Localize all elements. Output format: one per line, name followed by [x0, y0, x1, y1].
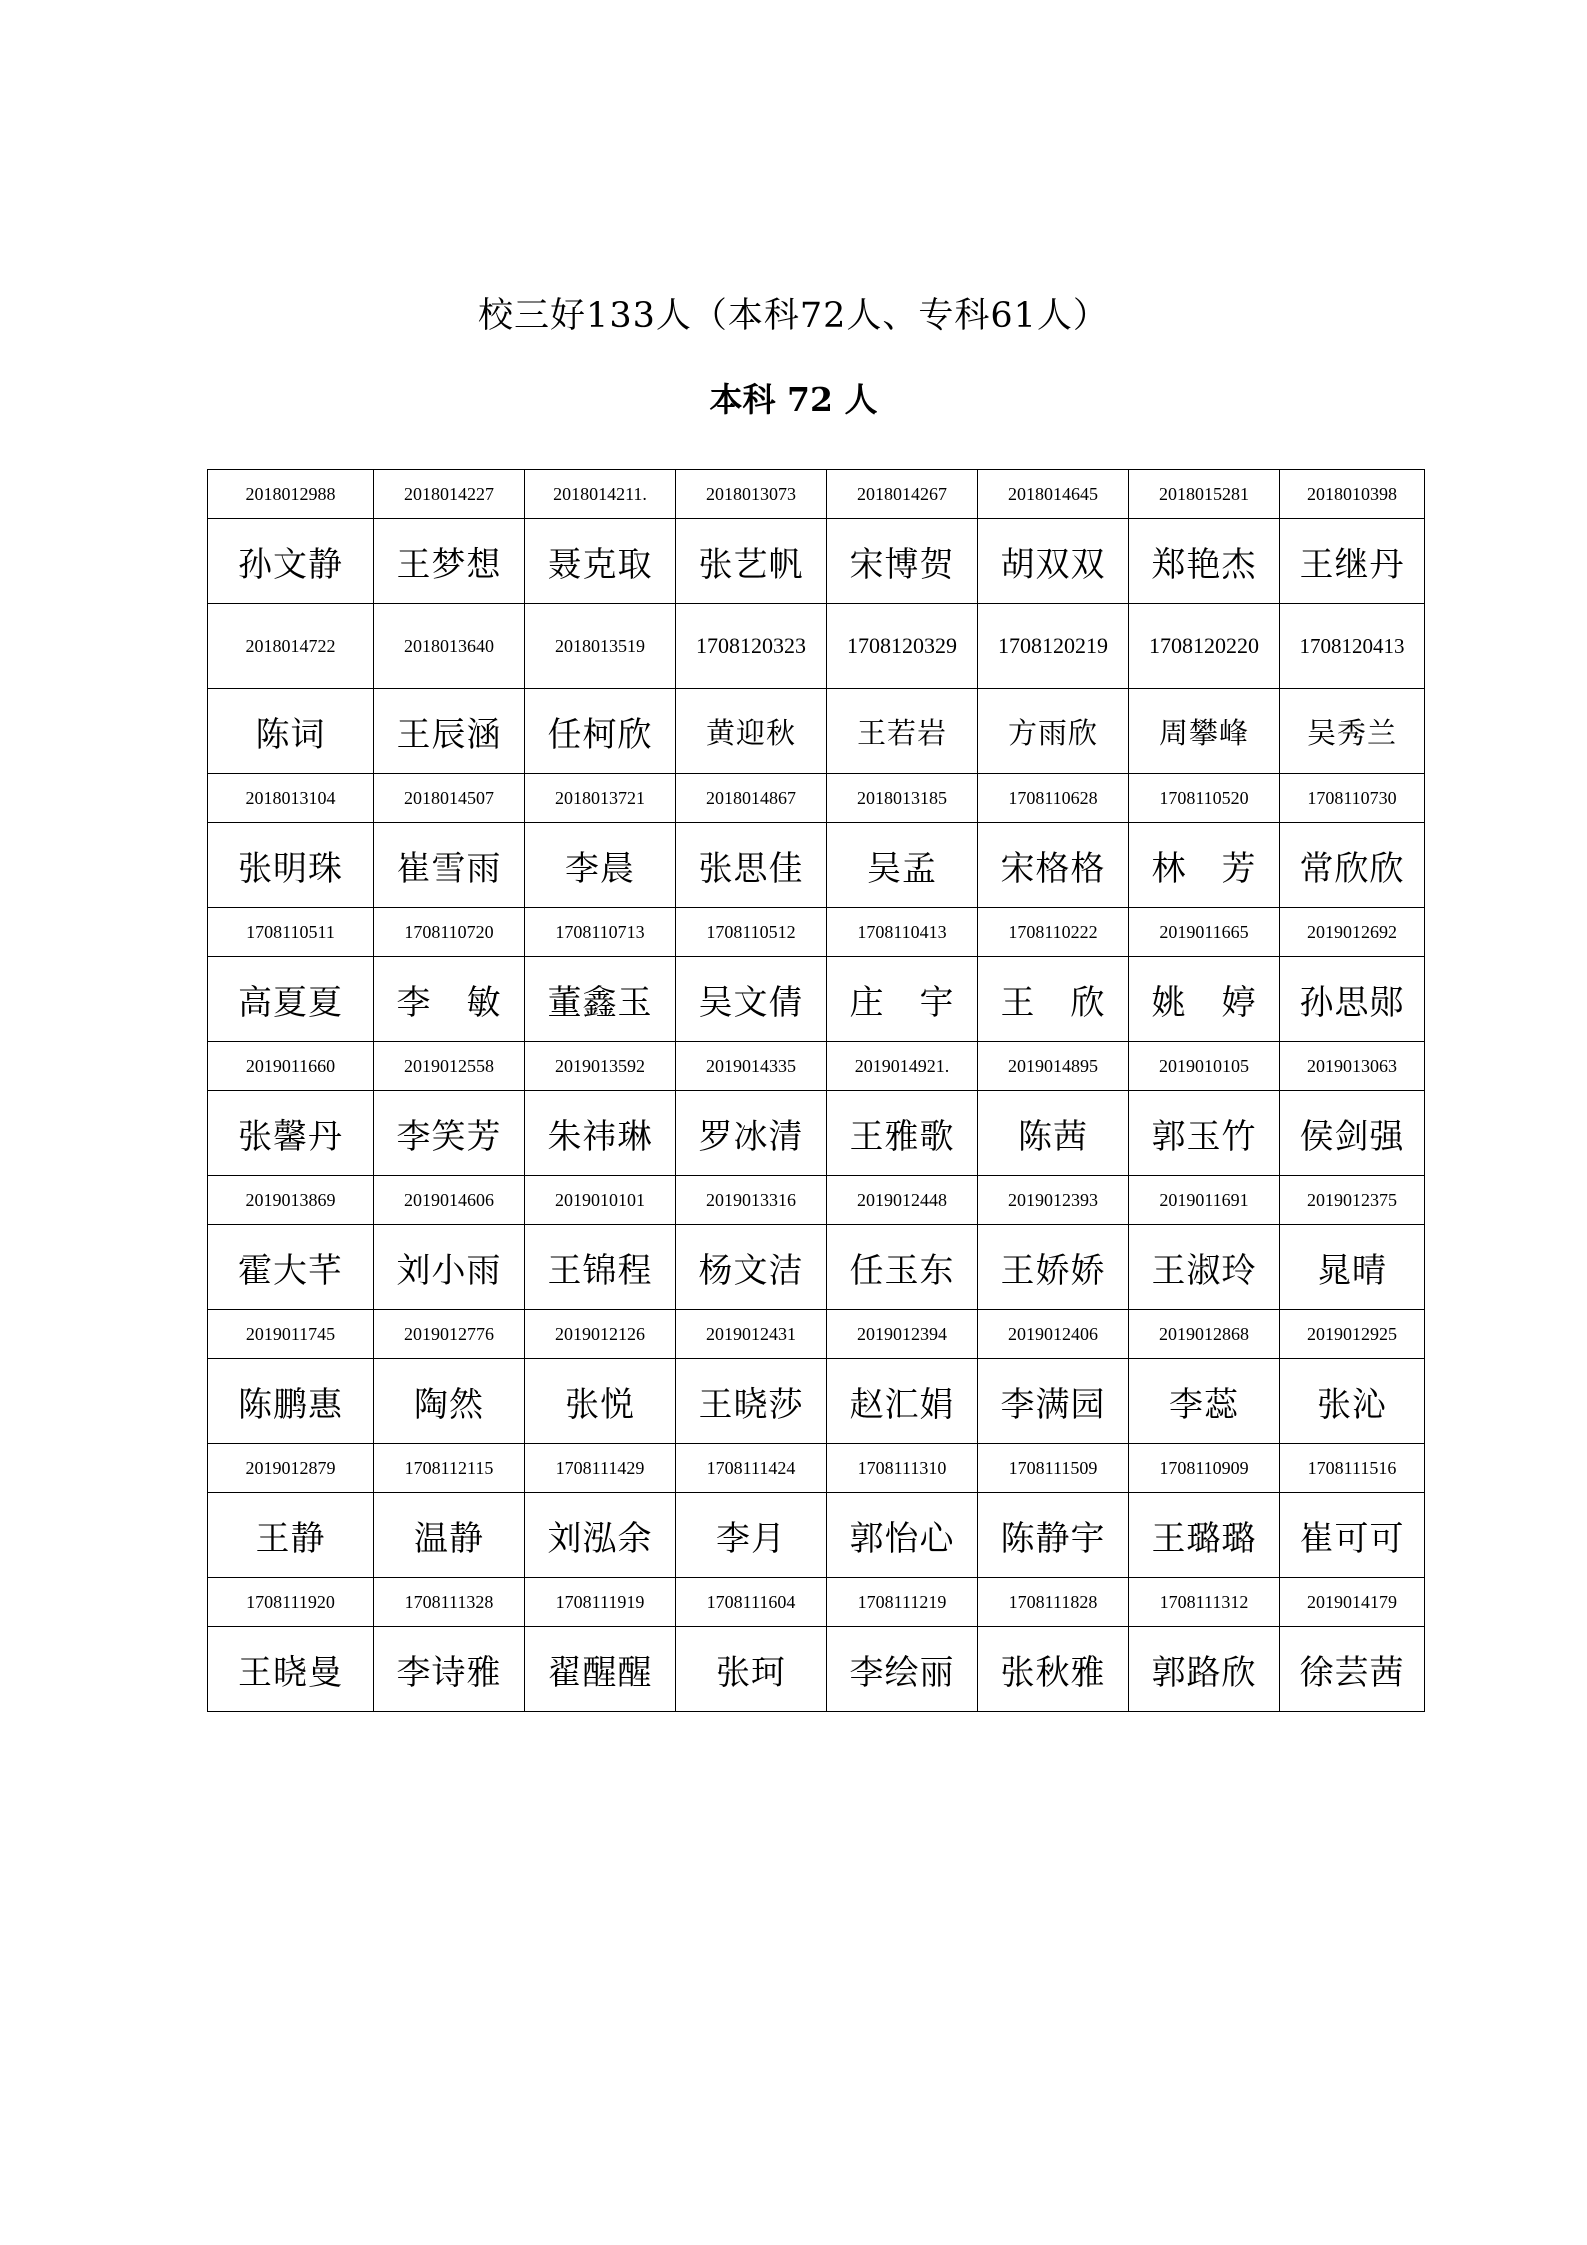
student-id-cell: 2018013519	[525, 604, 676, 689]
student-id-cell: 2019013592	[525, 1042, 676, 1091]
student-id-cell: 1708111516	[1280, 1444, 1425, 1493]
student-name-cell: 高夏夏	[208, 957, 374, 1042]
student-id-cell: 2018014267	[827, 470, 978, 519]
student-id-cell: 2018013104	[208, 774, 374, 823]
student-name-cell: 张珂	[676, 1627, 827, 1712]
student-name-cell: 崔可可	[1280, 1493, 1425, 1578]
student-name-cell: 吴秀兰	[1280, 689, 1425, 774]
student-id-cell: 1708111828	[978, 1578, 1129, 1627]
student-name-cell: 宋格格	[978, 823, 1129, 908]
student-id-cell: 1708110512	[676, 908, 827, 957]
student-id-row	[208, 908, 1425, 957]
student-id-row	[208, 774, 1425, 823]
student-name-row	[208, 519, 1425, 604]
section-subtitle: 本科 72 人	[709, 380, 878, 419]
student-name-cell: 孙文静	[208, 519, 374, 604]
student-name-row	[208, 1627, 1425, 1712]
student-id-row	[208, 1444, 1425, 1493]
student-id-row	[208, 1578, 1425, 1627]
student-id-cell: 2019012925	[1280, 1310, 1425, 1359]
student-id-cell: 2018013185	[827, 774, 978, 823]
student-name-cell: 郑艳杰	[1129, 519, 1280, 604]
student-name-cell: 任柯欣	[525, 689, 676, 774]
student-name-cell: 张沁	[1280, 1359, 1425, 1444]
student-id-cell: 1708111328	[374, 1578, 525, 1627]
student-id-row	[208, 1042, 1425, 1091]
student-name-cell: 王静	[208, 1493, 374, 1578]
student-id-cell: 1708110628	[978, 774, 1129, 823]
student-id-cell: 2018014211.	[525, 470, 676, 519]
student-name-cell: 孙思郧	[1280, 957, 1425, 1042]
student-id-cell: 2019014895	[978, 1042, 1129, 1091]
student-id-cell: 1708120413	[1280, 604, 1425, 689]
student-name-cell: 王淑玲	[1129, 1225, 1280, 1310]
student-name-cell: 黄迎秋	[676, 689, 827, 774]
student-name-cell: 张艺帆	[676, 519, 827, 604]
student-id-cell: 2019012692	[1280, 908, 1425, 957]
student-name-cell: 常欣欣	[1280, 823, 1425, 908]
student-name-cell: 杨文洁	[676, 1225, 827, 1310]
student-name-cell: 陈词	[208, 689, 374, 774]
student-id-cell: 2019011691	[1129, 1176, 1280, 1225]
student-id-cell: 2019012431	[676, 1310, 827, 1359]
student-name-cell: 王晓莎	[676, 1359, 827, 1444]
student-name-cell: 晁晴	[1280, 1225, 1425, 1310]
student-id-cell: 1708120329	[827, 604, 978, 689]
student-id-cell: 2019013063	[1280, 1042, 1425, 1091]
student-id-cell: 2019010105	[1129, 1042, 1280, 1091]
student-id-cell: 2019013316	[676, 1176, 827, 1225]
student-id-cell: 1708110413	[827, 908, 978, 957]
student-name-cell: 李晨	[525, 823, 676, 908]
student-name-cell: 郭路欣	[1129, 1627, 1280, 1712]
student-id-row	[208, 1176, 1425, 1225]
student-id-cell: 2019012868	[1129, 1310, 1280, 1359]
student-name-cell: 张明珠	[208, 823, 374, 908]
student-name-cell: 李蕊	[1129, 1359, 1280, 1444]
student-name-cell: 刘小雨	[374, 1225, 525, 1310]
student-id-cell: 1708110713	[525, 908, 676, 957]
student-name-cell: 李笑芳	[374, 1091, 525, 1176]
student-name-row	[208, 1225, 1425, 1310]
student-name-cell: 王晓曼	[208, 1627, 374, 1712]
student-name-cell: 王璐璐	[1129, 1493, 1280, 1578]
student-name-cell: 李绘丽	[827, 1627, 978, 1712]
student-id-cell: 2019012776	[374, 1310, 525, 1359]
student-id-cell: 1708110511	[208, 908, 374, 957]
student-name-row	[208, 1091, 1425, 1176]
student-id-cell: 2018015281	[1129, 470, 1280, 519]
student-name-cell: 徐芸茜	[1280, 1627, 1425, 1712]
student-id-cell: 2018012988	[208, 470, 374, 519]
student-id-cell: 1708111920	[208, 1578, 374, 1627]
student-name-cell: 王娇娇	[978, 1225, 1129, 1310]
student-name-cell: 罗冰清	[676, 1091, 827, 1176]
student-id-cell: 2019014335	[676, 1042, 827, 1091]
student-id-cell: 2019011660	[208, 1042, 374, 1091]
student-name-cell: 朱祎琳	[525, 1091, 676, 1176]
student-name-cell: 张馨丹	[208, 1091, 374, 1176]
student-id-cell: 2018014867	[676, 774, 827, 823]
student-id-cell: 1708111509	[978, 1444, 1129, 1493]
student-id-cell: 2019012879	[208, 1444, 374, 1493]
student-id-cell: 2019012126	[525, 1310, 676, 1359]
student-id-cell: 1708111429	[525, 1444, 676, 1493]
student-name-cell: 陈鹏惠	[208, 1359, 374, 1444]
student-id-cell: 2019014606	[374, 1176, 525, 1225]
student-name-cell: 董鑫玉	[525, 957, 676, 1042]
student-name-cell: 张思佳	[676, 823, 827, 908]
student-name-cell: 吴孟	[827, 823, 978, 908]
student-id-cell: 1708120220	[1129, 604, 1280, 689]
student-id-cell: 2019012394	[827, 1310, 978, 1359]
student-id-cell: 2019011745	[208, 1310, 374, 1359]
student-id-cell: 2018013721	[525, 774, 676, 823]
student-id-cell: 1708112115	[374, 1444, 525, 1493]
student-name-cell: 林 芳	[1129, 823, 1280, 908]
student-id-cell: 2019012393	[978, 1176, 1129, 1225]
student-name-cell: 李满园	[978, 1359, 1129, 1444]
student-id-cell: 2018014645	[978, 470, 1129, 519]
student-name-cell: 庄 宇	[827, 957, 978, 1042]
student-id-row	[208, 604, 1425, 689]
student-id-cell: 2018014722	[208, 604, 374, 689]
student-id-cell: 2019010101	[525, 1176, 676, 1225]
student-name-cell: 王 欣	[978, 957, 1129, 1042]
student-id-cell: 1708111919	[525, 1578, 676, 1627]
student-id-cell: 2019013869	[208, 1176, 374, 1225]
student-roster-table	[207, 469, 1425, 1712]
student-name-cell: 胡双双	[978, 519, 1129, 604]
student-name-cell: 周攀峰	[1129, 689, 1280, 774]
student-name-cell: 王雅歌	[827, 1091, 978, 1176]
student-id-cell: 2019014179	[1280, 1578, 1425, 1627]
student-id-cell: 1708111310	[827, 1444, 978, 1493]
student-id-row	[208, 1310, 1425, 1359]
student-id-cell: 1708111424	[676, 1444, 827, 1493]
student-name-row	[208, 957, 1425, 1042]
student-id-cell: 2019011665	[1129, 908, 1280, 957]
student-name-cell: 王继丹	[1280, 519, 1425, 604]
student-name-row	[208, 1493, 1425, 1578]
student-id-cell: 1708110222	[978, 908, 1129, 957]
student-id-cell: 2018010398	[1280, 470, 1425, 519]
student-id-cell: 1708110720	[374, 908, 525, 957]
student-name-cell: 方雨欣	[978, 689, 1129, 774]
student-name-row	[208, 689, 1425, 774]
roster-body	[208, 470, 1425, 1712]
page-title: 校三好133人（本科72人、专科61人）	[478, 296, 1109, 336]
student-name-cell: 霍大芊	[208, 1225, 374, 1310]
student-name-cell: 王梦想	[374, 519, 525, 604]
student-name-cell: 陈茜	[978, 1091, 1129, 1176]
student-id-cell: 2019012558	[374, 1042, 525, 1091]
student-name-cell: 赵汇娟	[827, 1359, 978, 1444]
student-name-cell: 陈静宇	[978, 1493, 1129, 1578]
student-name-cell: 翟醒醒	[525, 1627, 676, 1712]
student-name-cell: 郭怡心	[827, 1493, 978, 1578]
student-id-cell: 1708111604	[676, 1578, 827, 1627]
student-id-cell: 1708110909	[1129, 1444, 1280, 1493]
student-id-cell: 1708111312	[1129, 1578, 1280, 1627]
student-id-cell: 2018014507	[374, 774, 525, 823]
student-id-cell: 2019012448	[827, 1176, 978, 1225]
student-name-cell: 郭玉竹	[1129, 1091, 1280, 1176]
student-name-cell: 崔雪雨	[374, 823, 525, 908]
student-name-cell: 陶然	[374, 1359, 525, 1444]
student-name-cell: 王若岩	[827, 689, 978, 774]
student-id-cell: 2018013073	[676, 470, 827, 519]
student-id-row	[208, 470, 1425, 519]
student-name-cell: 李月	[676, 1493, 827, 1578]
student-id-cell: 1708110730	[1280, 774, 1425, 823]
student-id-cell: 2019012406	[978, 1310, 1129, 1359]
student-name-cell: 王辰涵	[374, 689, 525, 774]
student-id-cell: 2019014921.	[827, 1042, 978, 1091]
student-id-cell: 2018013640	[374, 604, 525, 689]
student-name-cell: 刘泓余	[525, 1493, 676, 1578]
student-name-cell: 吴文倩	[676, 957, 827, 1042]
student-id-cell: 1708111219	[827, 1578, 978, 1627]
student-name-cell: 宋博贺	[827, 519, 978, 604]
student-id-cell: 1708120219	[978, 604, 1129, 689]
student-name-cell: 李诗雅	[374, 1627, 525, 1712]
student-name-row	[208, 1359, 1425, 1444]
student-name-cell: 王锦程	[525, 1225, 676, 1310]
student-id-cell: 2019012375	[1280, 1176, 1425, 1225]
student-name-row	[208, 823, 1425, 908]
student-name-cell: 张秋雅	[978, 1627, 1129, 1712]
student-name-cell: 聂克取	[525, 519, 676, 604]
student-name-cell: 姚 婷	[1129, 957, 1280, 1042]
student-name-cell: 张悦	[525, 1359, 676, 1444]
student-id-cell: 1708120323	[676, 604, 827, 689]
student-id-cell: 2018014227	[374, 470, 525, 519]
student-name-cell: 温静	[374, 1493, 525, 1578]
student-name-cell: 李 敏	[374, 957, 525, 1042]
student-name-cell: 任玉东	[827, 1225, 978, 1310]
student-id-cell: 1708110520	[1129, 774, 1280, 823]
student-name-cell: 侯剑强	[1280, 1091, 1425, 1176]
